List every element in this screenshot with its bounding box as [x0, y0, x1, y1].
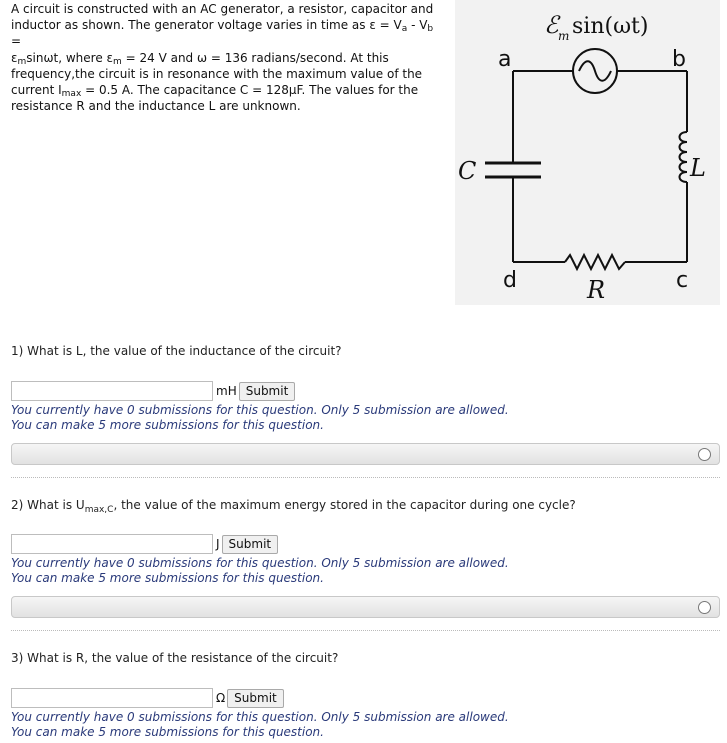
intro-line: A circuit is constructed with an AC generator, a resistor, capacitor and	[11, 2, 434, 16]
expand-plus-icon[interactable]	[698, 448, 711, 461]
question-text: What is U	[27, 498, 85, 512]
hint-bar-2[interactable]	[11, 596, 720, 618]
submission-remaining-text: You can make 5 more submissions for this question.	[11, 418, 324, 432]
unit-label: mH	[216, 384, 237, 398]
submission-note-1	[11, 403, 509, 433]
submit-button-1[interactable]: Submit	[239, 382, 296, 401]
question-number: 3)	[11, 651, 24, 665]
unit-label: J	[216, 537, 220, 551]
problem-statement	[11, 1, 441, 114]
question-2	[11, 498, 576, 515]
answer-input-1[interactable]	[11, 381, 213, 401]
inductor-coil-icon	[680, 132, 688, 182]
answer-input-2[interactable]	[11, 534, 213, 554]
answer-input-3[interactable]	[11, 688, 213, 708]
unit-label: Ω	[216, 691, 226, 705]
question-text: What is R, the value of the resistance of the circuit?	[27, 651, 339, 665]
intro-line: current I	[11, 83, 62, 98]
submission-count-text: You currently have 0 submissions for this question. Only 5 submission are allowed.	[11, 710, 509, 724]
intro-line: inductor as shown. The generator voltage varies in time as ε = V	[11, 18, 402, 33]
submission-note-3	[11, 710, 509, 740]
resistor-zigzag-icon	[565, 255, 625, 269]
submission-remaining-text: You can make 5 more submissions for this question.	[11, 725, 324, 739]
expand-plus-icon[interactable]	[698, 601, 711, 614]
emf-function: sin(ωt)	[572, 14, 649, 39]
submission-note-2	[11, 556, 509, 586]
subscript: m	[113, 56, 122, 67]
node-d-label: d	[503, 268, 517, 293]
intro-line: frequency,the circuit is in resonance with the maximum value of the	[11, 66, 423, 81]
node-c-label: c	[676, 268, 689, 293]
submission-count-text: You currently have 0 submissions for this question. Only 5 submission are allowed.	[11, 403, 509, 417]
sine-wave-icon	[579, 61, 611, 81]
intro-line: = 24 V and ω = 136 radians/second. At this	[121, 50, 389, 65]
divider	[11, 477, 720, 478]
question-number: 2)	[11, 498, 24, 512]
intro-line: - V	[407, 18, 428, 33]
question-text: , the value of the maximum energy stored in the capacitor during one cycle?	[113, 498, 576, 512]
circuit-svg	[455, 0, 720, 305]
intro-line: resistance R and the inductance L are unknown.	[11, 99, 301, 114]
subscript: max	[61, 89, 82, 100]
answer-row-3	[11, 687, 284, 709]
subscript: max,C	[84, 505, 114, 515]
circuit-diagram	[455, 0, 720, 305]
submission-remaining-text: You can make 5 more submissions for this question.	[11, 571, 324, 585]
subscript: b	[427, 24, 434, 35]
submit-button-3[interactable]: Submit	[227, 689, 284, 708]
emf-symbol: ℰ	[544, 11, 559, 39]
question-1	[11, 344, 342, 358]
submission-count-text: You currently have 0 submissions for this question. Only 5 submission are allowed.	[11, 556, 509, 570]
intro-line: =	[11, 34, 22, 49]
subscript: a	[401, 24, 408, 35]
submit-button-2[interactable]: Submit	[222, 535, 279, 554]
node-a-label: a	[498, 47, 512, 72]
question-3	[11, 651, 338, 665]
question-number: 1)	[11, 344, 24, 358]
node-b-label: b	[672, 47, 686, 72]
hint-bar-1[interactable]	[11, 443, 720, 465]
answer-row-1	[11, 380, 295, 402]
inductor-label: L	[690, 154, 706, 182]
intro-line: ε	[11, 50, 18, 65]
intro-line: = 0.5 A. The capacitance C = 128μF. The values for the	[81, 83, 419, 98]
capacitor-label: C	[458, 157, 477, 185]
emf-subscript: m	[558, 29, 570, 43]
divider	[11, 630, 720, 631]
intro-line: sinωt, where ε	[26, 50, 114, 65]
question-text: What is L, the value of the inductance of the circuit?	[27, 344, 342, 358]
subscript: m	[17, 56, 27, 67]
answer-row-2	[11, 533, 278, 555]
resistor-label: R	[587, 276, 606, 304]
